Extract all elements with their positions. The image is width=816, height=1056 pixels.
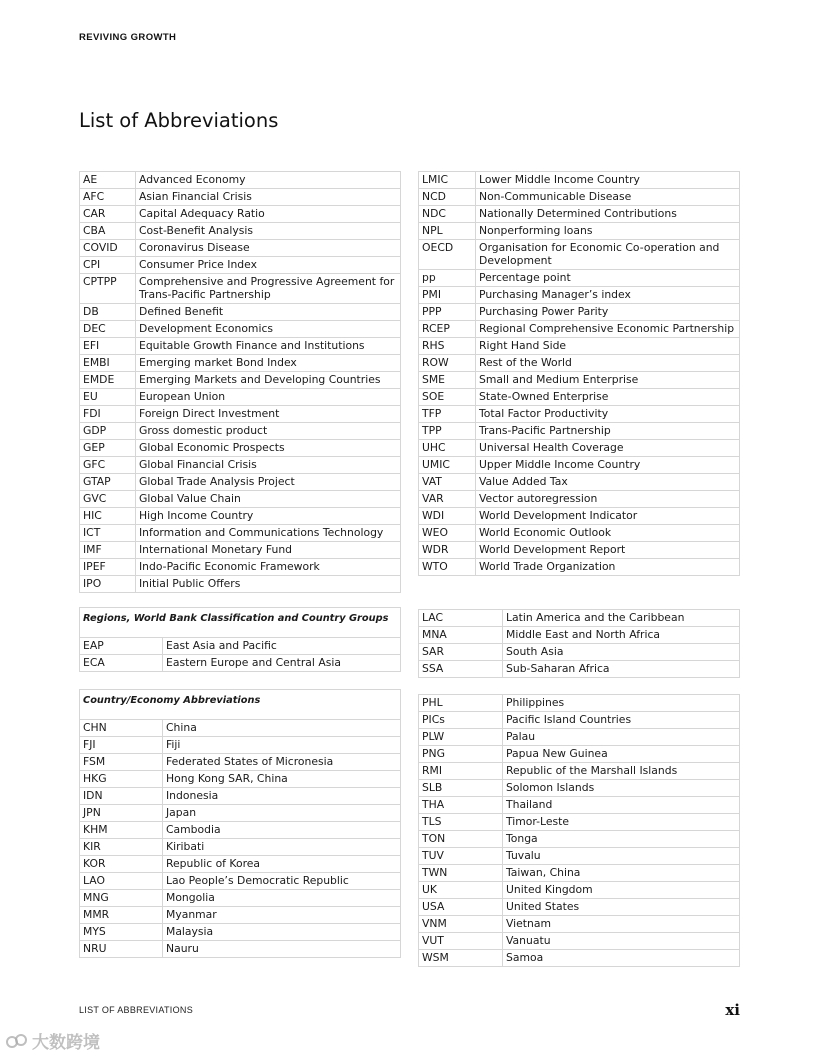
abbreviation-code: LAO bbox=[80, 873, 163, 890]
abbreviation-meaning: Rest of the World bbox=[476, 355, 740, 372]
abbreviation-row bbox=[80, 720, 401, 737]
abbreviation-row bbox=[80, 839, 401, 856]
abbreviation-code: GDP bbox=[80, 423, 136, 440]
abbreviation-code: EMBI bbox=[80, 355, 136, 372]
abbreviation-meaning: Japan bbox=[163, 805, 401, 822]
abbreviation-row bbox=[419, 865, 740, 882]
abbreviation-meaning: Hong Kong SAR, China bbox=[163, 771, 401, 788]
abbreviation-meaning: United Kingdom bbox=[503, 882, 740, 899]
abbreviation-meaning: Foreign Direct Investment bbox=[136, 406, 401, 423]
abbreviation-row bbox=[419, 457, 740, 474]
abbreviation-meaning: Federated States of Micronesia bbox=[163, 754, 401, 771]
abbreviation-code: OECD bbox=[419, 240, 476, 270]
abbreviation-meaning: China bbox=[163, 720, 401, 737]
abbreviation-meaning: Global Trade Analysis Project bbox=[136, 474, 401, 491]
abbreviation-code: TON bbox=[419, 831, 503, 848]
abbreviation-meaning: State-Owned Enterprise bbox=[476, 389, 740, 406]
abbreviation-code: SSA bbox=[419, 661, 503, 678]
abbreviation-code: USA bbox=[419, 899, 503, 916]
abbreviation-row bbox=[80, 338, 401, 355]
abbreviation-row bbox=[80, 172, 401, 189]
abbreviation-row bbox=[419, 627, 740, 644]
abbreviation-code: LAC bbox=[419, 610, 503, 627]
abbreviation-row bbox=[419, 270, 740, 287]
abbreviation-row bbox=[80, 355, 401, 372]
abbreviation-meaning: Republic of the Marshall Islands bbox=[503, 763, 740, 780]
abbreviation-code: VAT bbox=[419, 474, 476, 491]
abbreviation-meaning: Cambodia bbox=[163, 822, 401, 839]
abbreviation-code: ICT bbox=[80, 525, 136, 542]
abbreviation-row bbox=[80, 655, 401, 672]
abbreviation-meaning: Sub-Saharan Africa bbox=[503, 661, 740, 678]
abbreviation-code: CBA bbox=[80, 223, 136, 240]
abbreviation-row bbox=[80, 423, 401, 440]
watermark-text: 大数跨境 bbox=[32, 1033, 100, 1052]
abbreviation-meaning: Development Economics bbox=[136, 321, 401, 338]
abbreviation-row bbox=[80, 941, 401, 958]
abbreviation-row bbox=[80, 822, 401, 839]
abbreviation-meaning: Coronavirus Disease bbox=[136, 240, 401, 257]
abbreviation-meaning: World Economic Outlook bbox=[476, 525, 740, 542]
abbreviation-code: TUV bbox=[419, 848, 503, 865]
abbreviation-meaning: Tuvalu bbox=[503, 848, 740, 865]
abbreviation-meaning: Consumer Price Index bbox=[136, 257, 401, 274]
abbreviation-code: GEP bbox=[80, 440, 136, 457]
abbreviation-meaning: Malaysia bbox=[163, 924, 401, 941]
abbreviation-row bbox=[80, 372, 401, 389]
abbreviation-meaning: Solomon Islands bbox=[503, 780, 740, 797]
abbreviation-row bbox=[80, 508, 401, 525]
abbreviation-row bbox=[419, 831, 740, 848]
abbreviation-row bbox=[80, 907, 401, 924]
abbreviation-row bbox=[80, 542, 401, 559]
abbreviation-code: ECA bbox=[80, 655, 163, 672]
abbreviation-code: TFP bbox=[419, 406, 476, 423]
abbreviation-code: SAR bbox=[419, 644, 503, 661]
abbreviation-code: HIC bbox=[80, 508, 136, 525]
abbreviation-row bbox=[80, 304, 401, 321]
abbreviation-code: RHS bbox=[419, 338, 476, 355]
abbreviation-meaning: Global Economic Prospects bbox=[136, 440, 401, 457]
abbreviation-meaning: Eastern Europe and Central Asia bbox=[163, 655, 401, 672]
abbreviation-row bbox=[80, 890, 401, 907]
abbreviation-meaning: Asian Financial Crisis bbox=[136, 189, 401, 206]
abbreviation-meaning: Information and Communications Technology bbox=[136, 525, 401, 542]
abbreviation-meaning: Equitable Growth Finance and Institutions bbox=[136, 338, 401, 355]
abbreviation-row bbox=[419, 644, 740, 661]
abbreviation-meaning: Vietnam bbox=[503, 916, 740, 933]
countries-section-heading: Country/Economy Abbreviations bbox=[80, 690, 401, 720]
abbreviation-meaning: Lao People’s Democratic Republic bbox=[163, 873, 401, 890]
abbreviation-meaning: Right Hand Side bbox=[476, 338, 740, 355]
abbreviation-code: NDC bbox=[419, 206, 476, 223]
abbreviation-row bbox=[419, 491, 740, 508]
abbreviation-code: FJI bbox=[80, 737, 163, 754]
abbreviation-meaning: Philippines bbox=[503, 695, 740, 712]
abbreviation-row bbox=[419, 814, 740, 831]
abbreviation-row bbox=[80, 559, 401, 576]
abbreviation-code: LMIC bbox=[419, 172, 476, 189]
abbreviation-meaning: Purchasing Power Parity bbox=[476, 304, 740, 321]
abbreviation-meaning: Republic of Korea bbox=[163, 856, 401, 873]
abbreviation-row bbox=[80, 240, 401, 257]
abbreviation-code: TPP bbox=[419, 423, 476, 440]
abbreviation-meaning: Cost-Benefit Analysis bbox=[136, 223, 401, 240]
abbreviation-code: KOR bbox=[80, 856, 163, 873]
abbreviation-meaning: Regional Comprehensive Economic Partnership bbox=[476, 321, 740, 338]
abbreviations-table-left bbox=[79, 171, 401, 593]
abbreviation-code: IMF bbox=[80, 542, 136, 559]
abbreviation-code: RMI bbox=[419, 763, 503, 780]
page-title: List of Abbreviations bbox=[79, 109, 279, 132]
abbreviation-row bbox=[419, 695, 740, 712]
abbreviation-code: VUT bbox=[419, 933, 503, 950]
abbreviation-row bbox=[419, 899, 740, 916]
abbreviation-code: CHN bbox=[80, 720, 163, 737]
abbreviation-meaning: Indonesia bbox=[163, 788, 401, 805]
abbreviation-code: UMIC bbox=[419, 457, 476, 474]
abbreviation-meaning: Tonga bbox=[503, 831, 740, 848]
abbreviation-code: PICs bbox=[419, 712, 503, 729]
abbreviation-row bbox=[80, 805, 401, 822]
abbreviation-row bbox=[80, 771, 401, 788]
abbreviation-meaning: South Asia bbox=[503, 644, 740, 661]
abbreviation-code: EAP bbox=[80, 638, 163, 655]
abbreviation-meaning: Middle East and North Africa bbox=[503, 627, 740, 644]
abbreviation-meaning: Comprehensive and Progressive Agreement for Trans-Pacific Partnership bbox=[136, 274, 401, 304]
abbreviation-meaning: Universal Health Coverage bbox=[476, 440, 740, 457]
abbreviation-meaning: Thailand bbox=[503, 797, 740, 814]
abbreviation-meaning: Advanced Economy bbox=[136, 172, 401, 189]
abbreviation-row bbox=[419, 797, 740, 814]
abbreviation-code: SME bbox=[419, 372, 476, 389]
abbreviation-row bbox=[419, 172, 740, 189]
abbreviation-code: NRU bbox=[80, 941, 163, 958]
abbreviation-code: FSM bbox=[80, 754, 163, 771]
abbreviation-row bbox=[80, 638, 401, 655]
abbreviation-meaning: Papua New Guinea bbox=[503, 746, 740, 763]
abbreviation-code: AFC bbox=[80, 189, 136, 206]
abbreviation-meaning: Emerging Markets and Developing Countries bbox=[136, 372, 401, 389]
abbreviation-meaning: Upper Middle Income Country bbox=[476, 457, 740, 474]
abbreviation-row bbox=[419, 304, 740, 321]
abbreviation-row bbox=[419, 355, 740, 372]
abbreviation-row bbox=[80, 576, 401, 593]
abbreviation-row bbox=[419, 950, 740, 967]
abbreviation-row bbox=[80, 274, 401, 304]
abbreviation-row bbox=[419, 746, 740, 763]
abbreviation-meaning: High Income Country bbox=[136, 508, 401, 525]
abbreviation-meaning: Emerging market Bond Index bbox=[136, 355, 401, 372]
abbreviation-meaning: Organisation for Economic Co-operation and Development bbox=[476, 240, 740, 270]
abbreviation-meaning: Value Added Tax bbox=[476, 474, 740, 491]
abbreviation-row bbox=[80, 223, 401, 240]
abbreviation-row bbox=[419, 287, 740, 304]
abbreviation-row bbox=[419, 240, 740, 270]
abbreviation-meaning: Initial Public Offers bbox=[136, 576, 401, 593]
abbreviation-meaning: Purchasing Manager’s index bbox=[476, 287, 740, 304]
abbreviation-code: PHL bbox=[419, 695, 503, 712]
abbreviation-code: NCD bbox=[419, 189, 476, 206]
abbreviation-code: UK bbox=[419, 882, 503, 899]
abbreviation-code: GVC bbox=[80, 491, 136, 508]
page-number: xi bbox=[725, 1001, 740, 1019]
abbreviation-row bbox=[80, 389, 401, 406]
abbreviation-meaning: Taiwan, China bbox=[503, 865, 740, 882]
abbreviation-row bbox=[80, 406, 401, 423]
abbreviation-meaning: Vanuatu bbox=[503, 933, 740, 950]
abbreviation-meaning: Lower Middle Income Country bbox=[476, 172, 740, 189]
abbreviation-code: DB bbox=[80, 304, 136, 321]
abbreviation-code: SLB bbox=[419, 780, 503, 797]
abbreviation-code: HKG bbox=[80, 771, 163, 788]
abbreviation-row bbox=[80, 924, 401, 941]
abbreviation-row bbox=[80, 206, 401, 223]
abbreviation-row bbox=[419, 474, 740, 491]
abbreviation-row bbox=[80, 737, 401, 754]
abbreviation-row bbox=[419, 525, 740, 542]
abbreviation-code: WDR bbox=[419, 542, 476, 559]
abbreviation-meaning: World Trade Organization bbox=[476, 559, 740, 576]
abbreviation-code: GFC bbox=[80, 457, 136, 474]
abbreviation-meaning: Non-Communicable Disease bbox=[476, 189, 740, 206]
abbreviation-row bbox=[419, 389, 740, 406]
abbreviation-code: WSM bbox=[419, 950, 503, 967]
regions-section-heading: Regions, World Bank Classification and Country Groups bbox=[80, 608, 401, 638]
abbreviation-code: COVID bbox=[80, 240, 136, 257]
abbreviation-row bbox=[80, 321, 401, 338]
abbreviation-meaning: World Development Indicator bbox=[476, 508, 740, 525]
countries-table-left bbox=[79, 689, 401, 958]
abbreviation-code: PNG bbox=[419, 746, 503, 763]
abbreviation-meaning: European Union bbox=[136, 389, 401, 406]
abbreviation-meaning: Percentage point bbox=[476, 270, 740, 287]
abbreviation-code: DEC bbox=[80, 321, 136, 338]
abbreviation-code: MMR bbox=[80, 907, 163, 924]
abbreviation-code: MNG bbox=[80, 890, 163, 907]
abbreviation-code: TLS bbox=[419, 814, 503, 831]
abbreviation-code: ROW bbox=[419, 355, 476, 372]
abbreviation-code: THA bbox=[419, 797, 503, 814]
abbreviation-code: VNM bbox=[419, 916, 503, 933]
abbreviation-row bbox=[419, 223, 740, 240]
abbreviation-code: pp bbox=[419, 270, 476, 287]
abbreviation-row bbox=[80, 856, 401, 873]
abbreviation-meaning: Palau bbox=[503, 729, 740, 746]
abbreviation-code: NPL bbox=[419, 223, 476, 240]
abbreviation-code: VAR bbox=[419, 491, 476, 508]
abbreviation-code: TWN bbox=[419, 865, 503, 882]
abbreviation-code: FDI bbox=[80, 406, 136, 423]
abbreviation-row bbox=[80, 788, 401, 805]
abbreviation-meaning: Global Value Chain bbox=[136, 491, 401, 508]
abbreviation-meaning: Mongolia bbox=[163, 890, 401, 907]
abbreviation-meaning: Nationally Determined Contributions bbox=[476, 206, 740, 223]
abbreviation-code: WEO bbox=[419, 525, 476, 542]
abbreviation-row bbox=[419, 712, 740, 729]
abbreviation-code: CAR bbox=[80, 206, 136, 223]
abbreviation-meaning: Capital Adequacy Ratio bbox=[136, 206, 401, 223]
abbreviation-code: AE bbox=[80, 172, 136, 189]
abbreviation-row bbox=[419, 372, 740, 389]
abbreviation-meaning: Samoa bbox=[503, 950, 740, 967]
abbreviation-row bbox=[80, 491, 401, 508]
abbreviation-code: PLW bbox=[419, 729, 503, 746]
abbreviation-meaning: Fiji bbox=[163, 737, 401, 754]
abbreviation-code: CPI bbox=[80, 257, 136, 274]
abbreviation-meaning: International Monetary Fund bbox=[136, 542, 401, 559]
abbreviation-code: IPEF bbox=[80, 559, 136, 576]
abbreviation-code: UHC bbox=[419, 440, 476, 457]
abbreviation-code: CPTPP bbox=[80, 274, 136, 304]
abbreviation-code: IDN bbox=[80, 788, 163, 805]
abbreviation-code: IPO bbox=[80, 576, 136, 593]
abbreviation-row bbox=[419, 763, 740, 780]
abbreviation-row bbox=[419, 206, 740, 223]
abbreviation-row bbox=[419, 189, 740, 206]
abbreviation-row bbox=[419, 882, 740, 899]
abbreviation-code: KHM bbox=[80, 822, 163, 839]
abbreviation-code: MYS bbox=[80, 924, 163, 941]
abbreviation-row bbox=[419, 933, 740, 950]
abbreviation-row bbox=[419, 848, 740, 865]
abbreviation-row bbox=[419, 321, 740, 338]
abbreviation-code: EFI bbox=[80, 338, 136, 355]
abbreviation-row bbox=[419, 542, 740, 559]
abbreviation-row bbox=[80, 257, 401, 274]
abbreviation-code: MNA bbox=[419, 627, 503, 644]
abbreviation-row bbox=[419, 780, 740, 797]
abbreviation-meaning: Nauru bbox=[163, 941, 401, 958]
abbreviation-row bbox=[419, 610, 740, 627]
abbreviation-code: GTAP bbox=[80, 474, 136, 491]
abbreviation-row bbox=[419, 406, 740, 423]
abbreviation-meaning: World Development Report bbox=[476, 542, 740, 559]
abbreviation-code: SOE bbox=[419, 389, 476, 406]
abbreviation-meaning: Small and Medium Enterprise bbox=[476, 372, 740, 389]
abbreviations-table-right bbox=[418, 171, 740, 576]
footer-label: LIST OF ABBREVIATIONS bbox=[79, 1005, 193, 1015]
abbreviation-row bbox=[419, 729, 740, 746]
countries-table-right bbox=[418, 694, 740, 967]
abbreviation-code: EU bbox=[80, 389, 136, 406]
abbreviation-code: JPN bbox=[80, 805, 163, 822]
abbreviation-meaning: United States bbox=[503, 899, 740, 916]
abbreviation-row bbox=[419, 508, 740, 525]
abbreviation-code: RCEP bbox=[419, 321, 476, 338]
abbreviation-row bbox=[80, 474, 401, 491]
abbreviation-row bbox=[419, 559, 740, 576]
abbreviation-row bbox=[80, 754, 401, 771]
running-header: REVIVING GROWTH bbox=[79, 32, 177, 43]
abbreviation-meaning: Timor-Leste bbox=[503, 814, 740, 831]
abbreviation-meaning: Trans-Pacific Partnership bbox=[476, 423, 740, 440]
abbreviation-meaning: Pacific Island Countries bbox=[503, 712, 740, 729]
watermark-logo-icon bbox=[6, 1033, 28, 1049]
abbreviation-row bbox=[419, 338, 740, 355]
abbreviation-meaning: East Asia and Pacific bbox=[163, 638, 401, 655]
abbreviation-row bbox=[419, 440, 740, 457]
abbreviation-row bbox=[80, 189, 401, 206]
abbreviation-code: PPP bbox=[419, 304, 476, 321]
abbreviation-row bbox=[419, 661, 740, 678]
regions-table-left bbox=[79, 607, 401, 672]
abbreviation-code: PMI bbox=[419, 287, 476, 304]
regions-table-right bbox=[418, 609, 740, 678]
abbreviation-row bbox=[80, 457, 401, 474]
abbreviation-row bbox=[80, 873, 401, 890]
abbreviation-meaning: Myanmar bbox=[163, 907, 401, 924]
abbreviation-meaning: Indo-Pacific Economic Framework bbox=[136, 559, 401, 576]
abbreviation-code: WTO bbox=[419, 559, 476, 576]
abbreviation-meaning: Kiribati bbox=[163, 839, 401, 856]
abbreviation-meaning: Gross domestic product bbox=[136, 423, 401, 440]
abbreviation-meaning: Total Factor Productivity bbox=[476, 406, 740, 423]
abbreviation-meaning: Nonperforming loans bbox=[476, 223, 740, 240]
abbreviation-row bbox=[419, 423, 740, 440]
abbreviation-row bbox=[80, 440, 401, 457]
abbreviation-meaning: Latin America and the Caribbean bbox=[503, 610, 740, 627]
watermark bbox=[6, 1028, 100, 1053]
abbreviation-code: KIR bbox=[80, 839, 163, 856]
abbreviation-row bbox=[419, 916, 740, 933]
abbreviation-meaning: Defined Benefit bbox=[136, 304, 401, 321]
abbreviation-row bbox=[80, 525, 401, 542]
abbreviation-meaning: Vector autoregression bbox=[476, 491, 740, 508]
abbreviation-code: WDI bbox=[419, 508, 476, 525]
abbreviation-meaning: Global Financial Crisis bbox=[136, 457, 401, 474]
abbreviation-code: EMDE bbox=[80, 372, 136, 389]
